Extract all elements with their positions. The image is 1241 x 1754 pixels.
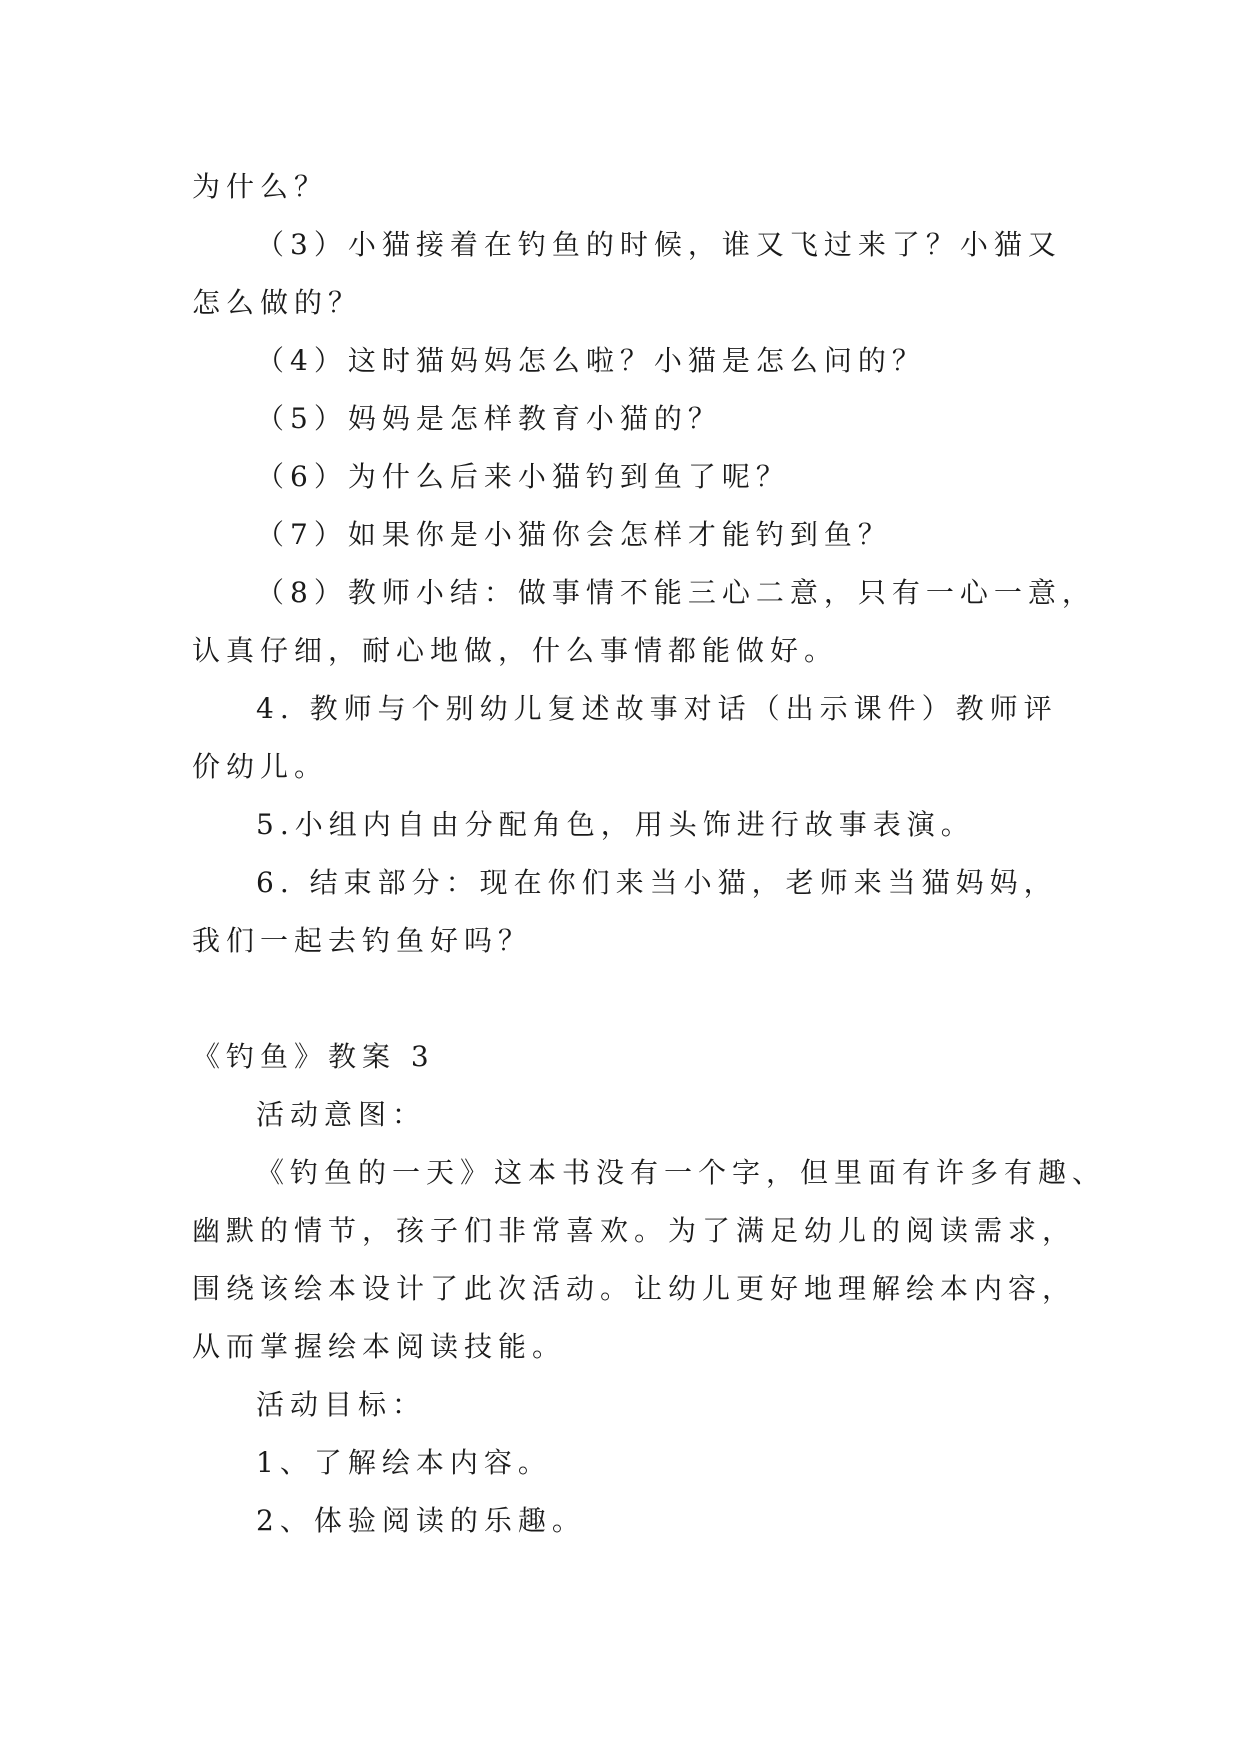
text-line: （7）如果你是小猫你会怎样才能钓到鱼？ [256, 518, 892, 551]
text-line: 为什么？ [192, 170, 329, 203]
text-line: 价幼儿。 [192, 750, 329, 783]
text-line: （8）教师小结：做事情不能三心二意，只有一心一意， [256, 576, 1096, 609]
text-line: 6. 结束部分：现在你们来当小猫，老师来当猫妈妈， [256, 866, 1058, 899]
text-line: 从而掌握绘本阅读技能。 [192, 1330, 567, 1363]
text-line: （3）小猫接着在钓鱼的时候，谁又飞过来了？小猫又 [256, 228, 1062, 261]
text-line: 怎么做的？ [192, 286, 363, 319]
text-line: 2、体验阅读的乐趣。 [256, 1504, 586, 1537]
section-gap [192, 970, 1072, 1028]
text-line: 围绕该绘本设计了此次活动。让幼儿更好地理解绘本内容， [192, 1272, 1077, 1305]
text-line: （5）妈妈是怎样教育小猫的？ [256, 402, 722, 435]
section-title: 《钓鱼》教案 3 [192, 1040, 435, 1073]
text-line: 活动目标： [256, 1388, 427, 1421]
text-line: 活动意图： [256, 1098, 427, 1131]
text-line: 5.小组内自由分配角色，用头饰进行故事表演。 [256, 808, 975, 841]
text-line: 我们一起去钓鱼好吗？ [192, 924, 533, 957]
text-line: 4. 教师与个别幼儿复述故事对话（出示课件）教师评 [256, 692, 1058, 725]
text-line: 1、了解绘本内容。 [256, 1446, 552, 1479]
text-line: （4）这时猫妈妈怎么啦？小猫是怎么问的？ [256, 344, 926, 377]
text-line: 《钓鱼的一天》这本书没有一个字，但里面有许多有趣、 [256, 1156, 1107, 1189]
text-line: 幽默的情节，孩子们非常喜欢。为了满足幼儿的阅读需求， [192, 1214, 1077, 1247]
text-line: （6）为什么后来小猫钓到鱼了呢？ [256, 460, 790, 493]
text-line: 认真仔细，耐心地做，什么事情都能做好。 [192, 634, 839, 667]
document-page [192, 158, 1107, 1550]
